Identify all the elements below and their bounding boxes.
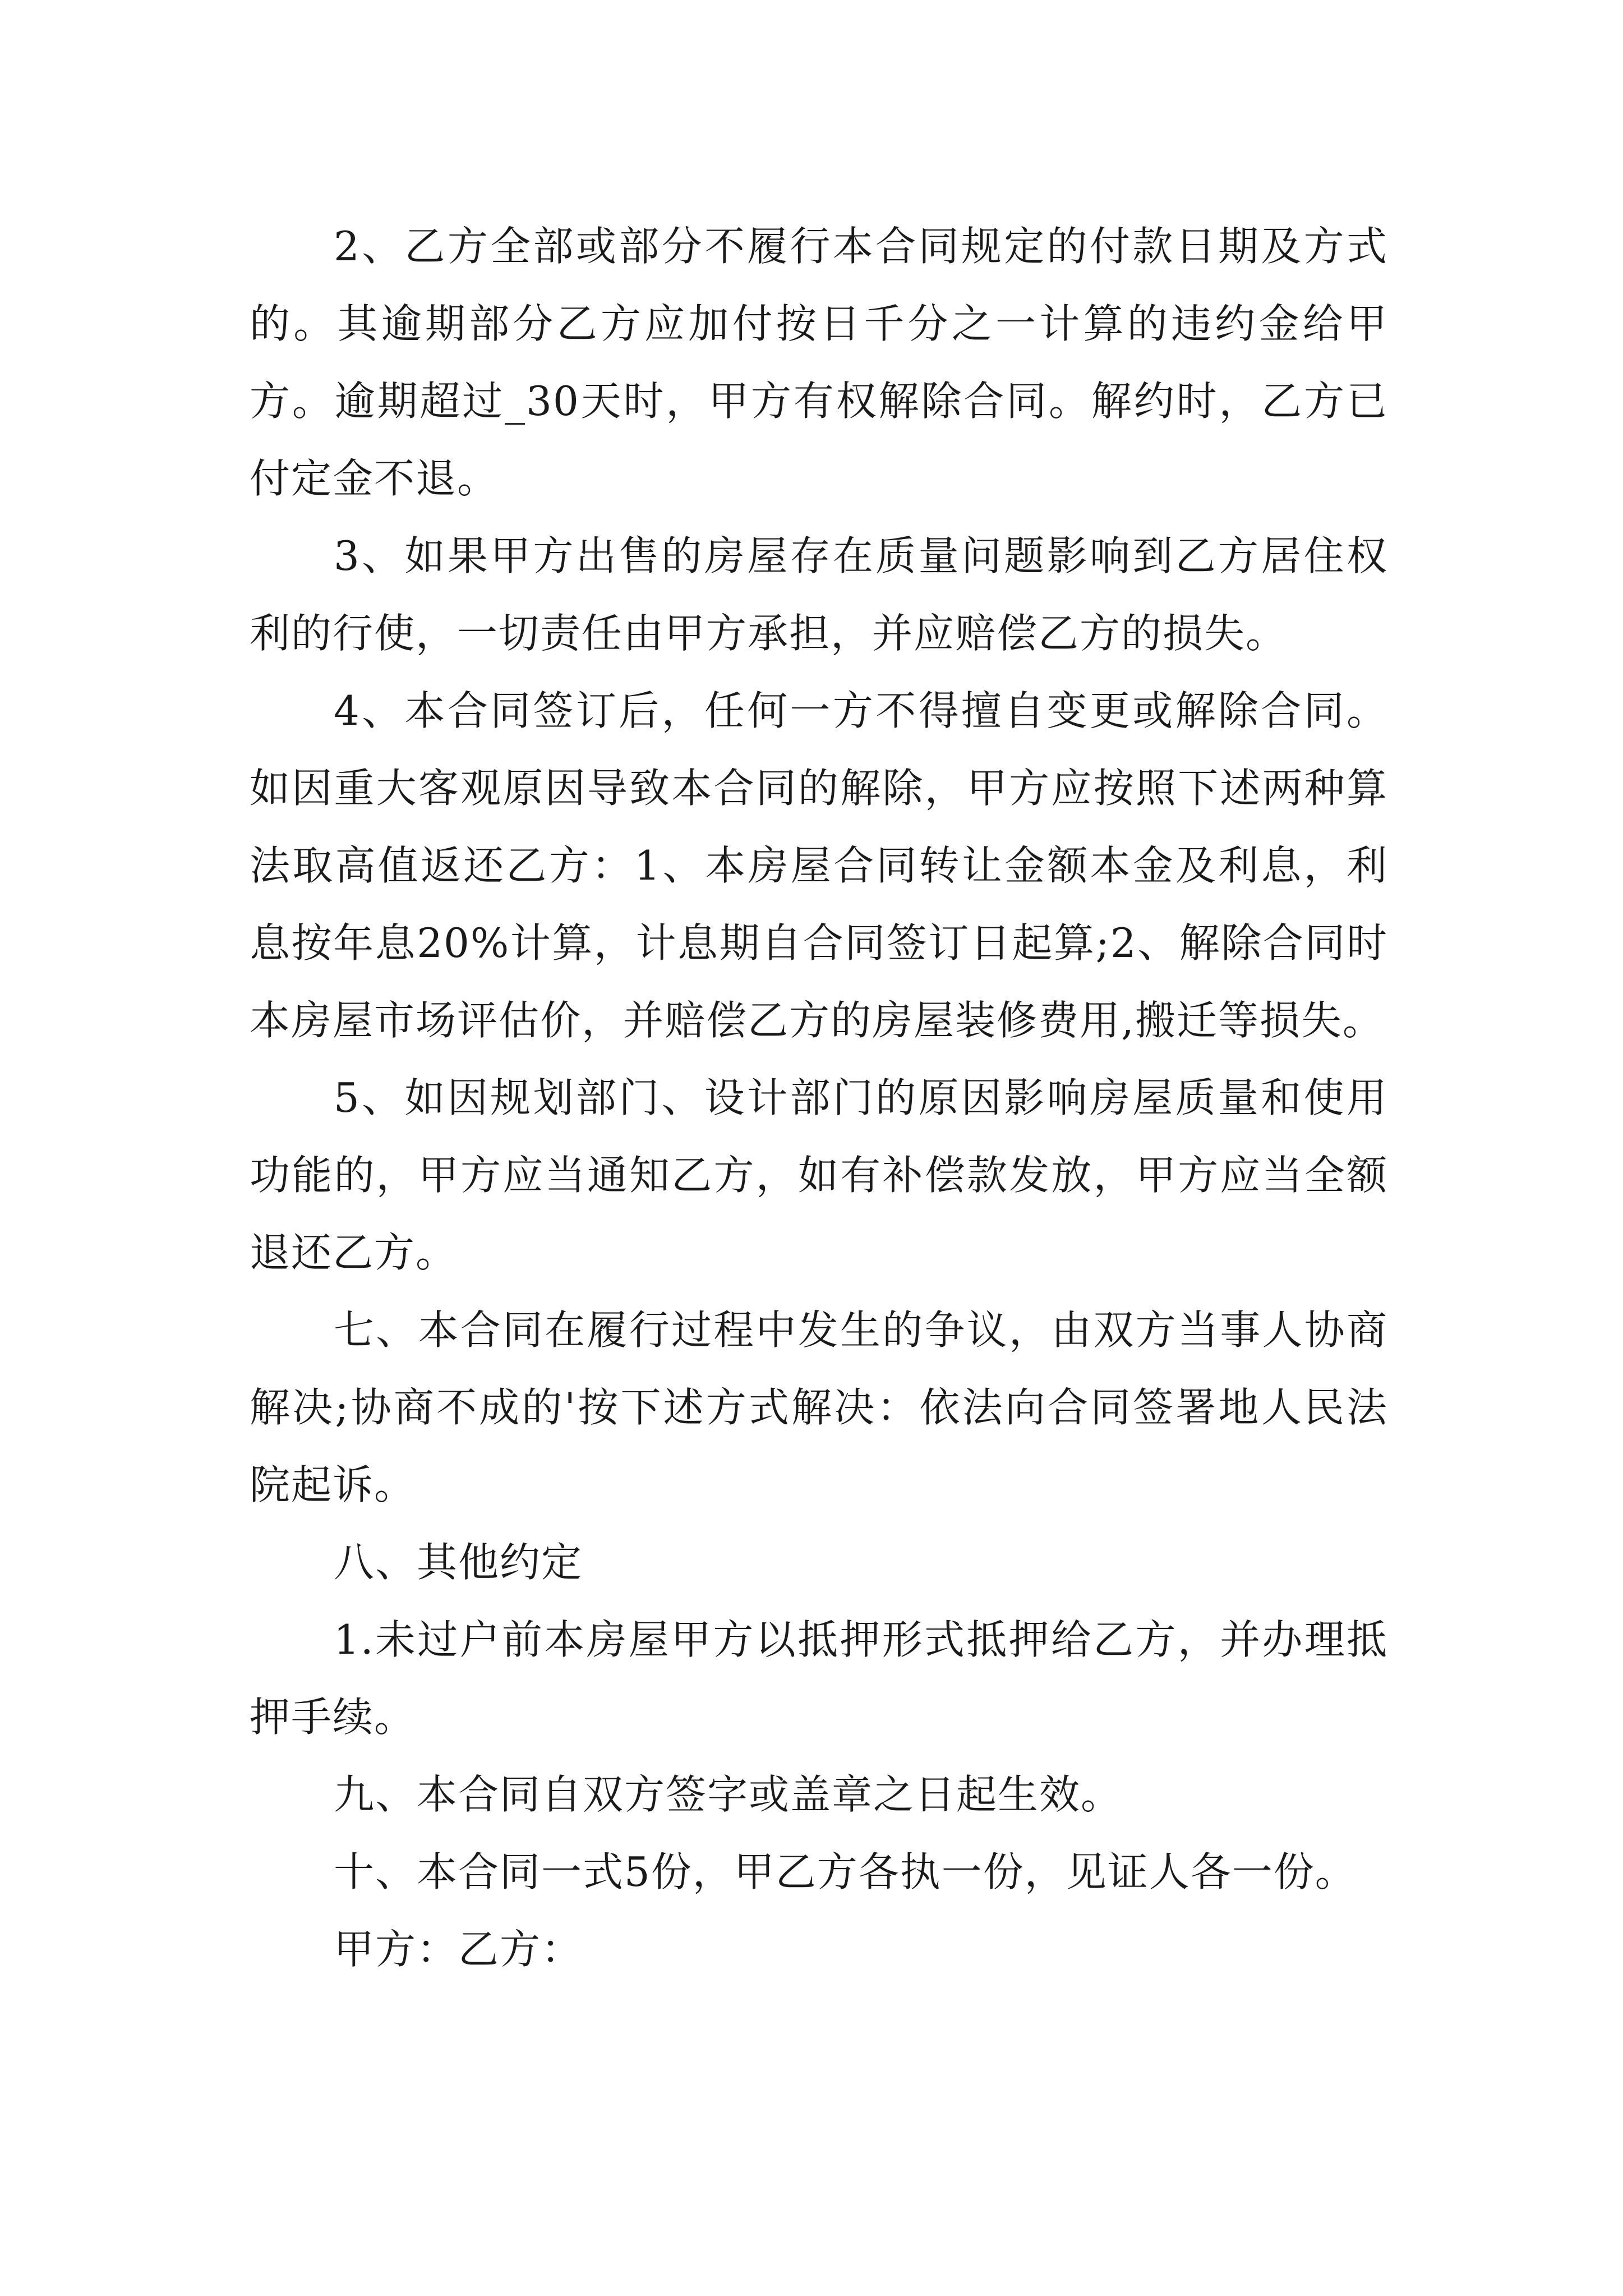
section-effective-date: 九、本合同自双方签字或盖章之日起生效。 bbox=[334, 1771, 1123, 1818]
clause-payment-default: 2、乙方全部或部分不履行本合同规定的付款日期及方式的。其逾期部分乙方应加付按日千分之一计算的违约金给甲方。逾期超过_30天时，甲方有权解除合同。解约时，乙方已付定金不退。 bbox=[250, 223, 1388, 502]
clause-quality-issue: 3、如果甲方出售的房屋存在质量问题影响到乙方居住权利的行使，一切责任由甲方承担，并应赔偿乙方的损失。 bbox=[250, 532, 1388, 657]
contract-body bbox=[250, 208, 1388, 1988]
clause-mortgage: 1.未过户前本房屋甲方以抵押形式抵押给乙方，并办理抵押手续。 bbox=[250, 1616, 1388, 1741]
clause-termination: 4、本合同签订后，任何一方不得擅自变更或解除合同。如因重大客观原因导致本合同的解除，甲方应按照下述两种算法取高值返还乙方：1、本房屋合同转让金额本金及利息，利息按年息20%计算，计息期自合同签订日起算;2、解除合同时本房屋市场评估价，并赔偿乙方的房屋装修费用,搬迁等损失。 bbox=[250, 687, 1388, 1044]
section-copies: 十、本合同一式5份，甲乙方各执一份，见证人各一份。 bbox=[334, 1848, 1357, 1895]
section-other-agreements-heading: 八、其他约定 bbox=[334, 1539, 583, 1586]
section-dispute-resolution: 七、本合同在履行过程中发生的争议，由双方当事人协商解决;协商不成的'按下述方式解决：依法向合同签署地人民法院起诉。 bbox=[250, 1306, 1388, 1508]
signature-line: 甲方：乙方： bbox=[334, 1926, 583, 1973]
clause-planning-impact: 5、如因规划部门、设计部门的原因影响房屋质量和使用功能的，甲方应当通知乙方，如有补偿款发放，甲方应当全额退还乙方。 bbox=[250, 1074, 1388, 1276]
